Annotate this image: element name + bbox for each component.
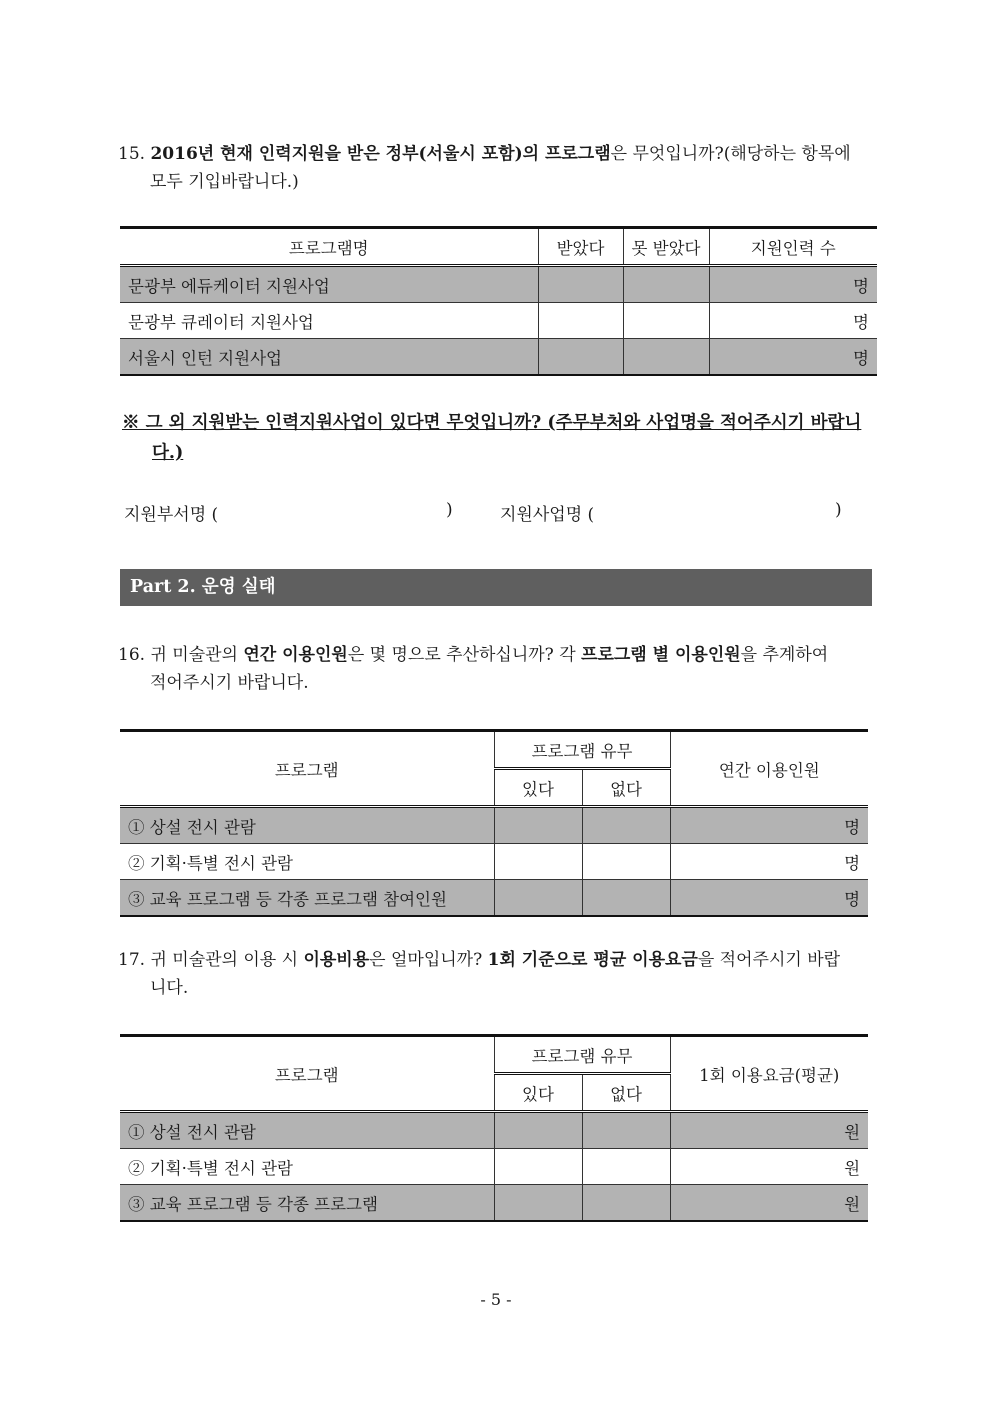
table-row bbox=[120, 807, 868, 844]
row-label: 서울시 인턴 지원사업 bbox=[120, 339, 538, 376]
fee-cell[interactable] bbox=[670, 1149, 868, 1185]
table-row bbox=[120, 844, 868, 880]
question-15 bbox=[118, 140, 874, 196]
question-text-line2: 모두 기입바랍니다.) bbox=[150, 172, 299, 192]
unit-label: 명 bbox=[844, 853, 861, 873]
table-row bbox=[120, 1112, 868, 1149]
fee-cell[interactable] bbox=[670, 1185, 868, 1222]
table-row bbox=[120, 303, 877, 339]
question-emphasis: 2016년 현재 인력지원을 받은 정부(서울시 포함)의 프로그램 bbox=[150, 144, 611, 164]
header-program: 프로그램 bbox=[120, 1036, 494, 1112]
unit-label: 명 bbox=[853, 312, 869, 332]
visitors-cell[interactable] bbox=[670, 807, 868, 844]
table-row bbox=[120, 1185, 868, 1222]
question-text: 을 추계하여 bbox=[740, 645, 829, 665]
header-program-name: 프로그램명 bbox=[120, 228, 538, 266]
header-no: 없다 bbox=[582, 769, 670, 807]
visitors-cell[interactable] bbox=[670, 844, 868, 880]
no-cell[interactable] bbox=[582, 880, 670, 917]
question-17 bbox=[118, 946, 874, 1002]
header-program-exists: 프로그램 유무 bbox=[494, 731, 670, 769]
visitors-cell[interactable] bbox=[670, 880, 868, 917]
row-label: 문광부 큐레이터 지원사업 bbox=[120, 303, 538, 339]
question-number: 17. bbox=[118, 950, 146, 970]
biz-name-close: ) bbox=[835, 500, 842, 520]
row-label: ③ 교육 프로그램 등 각종 프로그램 bbox=[120, 1185, 494, 1222]
dept-name-close: ) bbox=[446, 500, 453, 520]
header-program-exists: 프로그램 유무 bbox=[494, 1036, 670, 1074]
table-row bbox=[120, 266, 877, 303]
unit-label: 명 bbox=[853, 276, 869, 296]
table-row bbox=[120, 880, 868, 917]
question-text: 귀 미술관의 bbox=[150, 645, 244, 665]
question-emphasis: 이용비용 bbox=[303, 950, 370, 970]
yes-cell[interactable] bbox=[494, 1185, 582, 1222]
row-label: ③ 교육 프로그램 등 각종 프로그램 참여인원 bbox=[120, 880, 494, 917]
staff-count-cell[interactable] bbox=[709, 339, 877, 376]
question-emphasis: 1회 기준으로 평균 이용요금 bbox=[487, 950, 698, 970]
unit-label: 원 bbox=[844, 1194, 861, 1214]
yes-cell[interactable] bbox=[494, 807, 582, 844]
no-cell[interactable] bbox=[582, 807, 670, 844]
page-number: - 5 - bbox=[480, 1290, 512, 1309]
usage-fee-table bbox=[120, 1034, 868, 1222]
section-heading: Part 2. 운영 실태 bbox=[120, 569, 872, 606]
no-cell[interactable] bbox=[582, 1112, 670, 1149]
unit-label: 원 bbox=[844, 1122, 861, 1142]
table-row bbox=[120, 1149, 868, 1185]
note-line2: 다.) bbox=[152, 443, 184, 463]
question-text: 을 적어주시기 바랍 bbox=[697, 950, 841, 970]
header-program: 프로그램 bbox=[120, 731, 494, 807]
other-support-note bbox=[122, 408, 876, 468]
no-cell[interactable] bbox=[582, 1149, 670, 1185]
header-received: 받았다 bbox=[538, 228, 623, 266]
table-row bbox=[120, 339, 877, 376]
question-text: 귀 미술관의 이용 시 bbox=[150, 950, 304, 970]
unit-label: 원 bbox=[844, 1158, 861, 1178]
yes-cell[interactable] bbox=[494, 1149, 582, 1185]
question-text: 은 얼마입니까? bbox=[369, 950, 488, 970]
biz-name-field[interactable] bbox=[500, 500, 594, 525]
header-average-fee: 1회 이용요금(평균) bbox=[670, 1036, 868, 1112]
no-cell[interactable] bbox=[582, 1185, 670, 1222]
not-received-cell[interactable] bbox=[623, 339, 709, 376]
unit-label: 명 bbox=[844, 889, 861, 909]
no-cell[interactable] bbox=[582, 844, 670, 880]
header-staff-count: 지원인력 수 bbox=[709, 228, 877, 266]
question-number: 16. bbox=[118, 645, 146, 665]
received-cell[interactable] bbox=[538, 303, 623, 339]
received-cell[interactable] bbox=[538, 339, 623, 376]
question-text: 은 몇 명으로 추산하십니까? 각 bbox=[347, 645, 582, 665]
header-annual-visitors: 연간 이용인원 bbox=[670, 731, 868, 807]
staff-count-cell[interactable] bbox=[709, 303, 877, 339]
dept-name-label: 지원부서명 ( bbox=[124, 505, 219, 525]
support-program-table bbox=[120, 226, 877, 376]
unit-label: 명 bbox=[853, 348, 869, 368]
not-received-cell[interactable] bbox=[623, 266, 709, 303]
question-emphasis: 프로그램 별 이용인원 bbox=[581, 645, 741, 665]
annual-visitors-table bbox=[120, 729, 868, 917]
row-label: ② 기획·특별 전시 관람 bbox=[120, 1149, 494, 1185]
dept-name-field[interactable] bbox=[124, 500, 218, 525]
header-no: 없다 bbox=[582, 1074, 670, 1112]
received-cell[interactable] bbox=[538, 266, 623, 303]
yes-cell[interactable] bbox=[494, 1112, 582, 1149]
yes-cell[interactable] bbox=[494, 844, 582, 880]
question-text-line2: 니다. bbox=[150, 978, 189, 998]
question-emphasis: 연간 이용인원 bbox=[243, 645, 348, 665]
unit-label: 명 bbox=[844, 817, 861, 837]
question-text-line2: 적어주시기 바랍니다. bbox=[150, 673, 309, 693]
row-label: ① 상설 전시 관람 bbox=[120, 807, 494, 844]
question-16 bbox=[118, 641, 874, 697]
biz-name-label: 지원사업명 ( bbox=[500, 505, 595, 525]
not-received-cell[interactable] bbox=[623, 303, 709, 339]
row-label: ② 기획·특별 전시 관람 bbox=[120, 844, 494, 880]
fee-cell[interactable] bbox=[670, 1112, 868, 1149]
question-number: 15. bbox=[118, 144, 146, 164]
row-label: ① 상설 전시 관람 bbox=[120, 1112, 494, 1149]
header-yes: 있다 bbox=[494, 1074, 582, 1112]
staff-count-cell[interactable] bbox=[709, 266, 877, 303]
header-not-received: 못 받았다 bbox=[623, 228, 709, 266]
header-yes: 있다 bbox=[494, 769, 582, 807]
row-label: 문광부 에듀케이터 지원사업 bbox=[120, 266, 538, 303]
yes-cell[interactable] bbox=[494, 880, 582, 917]
note-line1: ※ 그 외 지원받는 인력지원사업이 있다면 무엇입니까? (주무부처와 사업명을 적어주시기 바랍니 bbox=[122, 413, 862, 433]
question-text: 은 무엇입니까?(해당하는 항목에 bbox=[610, 144, 851, 164]
